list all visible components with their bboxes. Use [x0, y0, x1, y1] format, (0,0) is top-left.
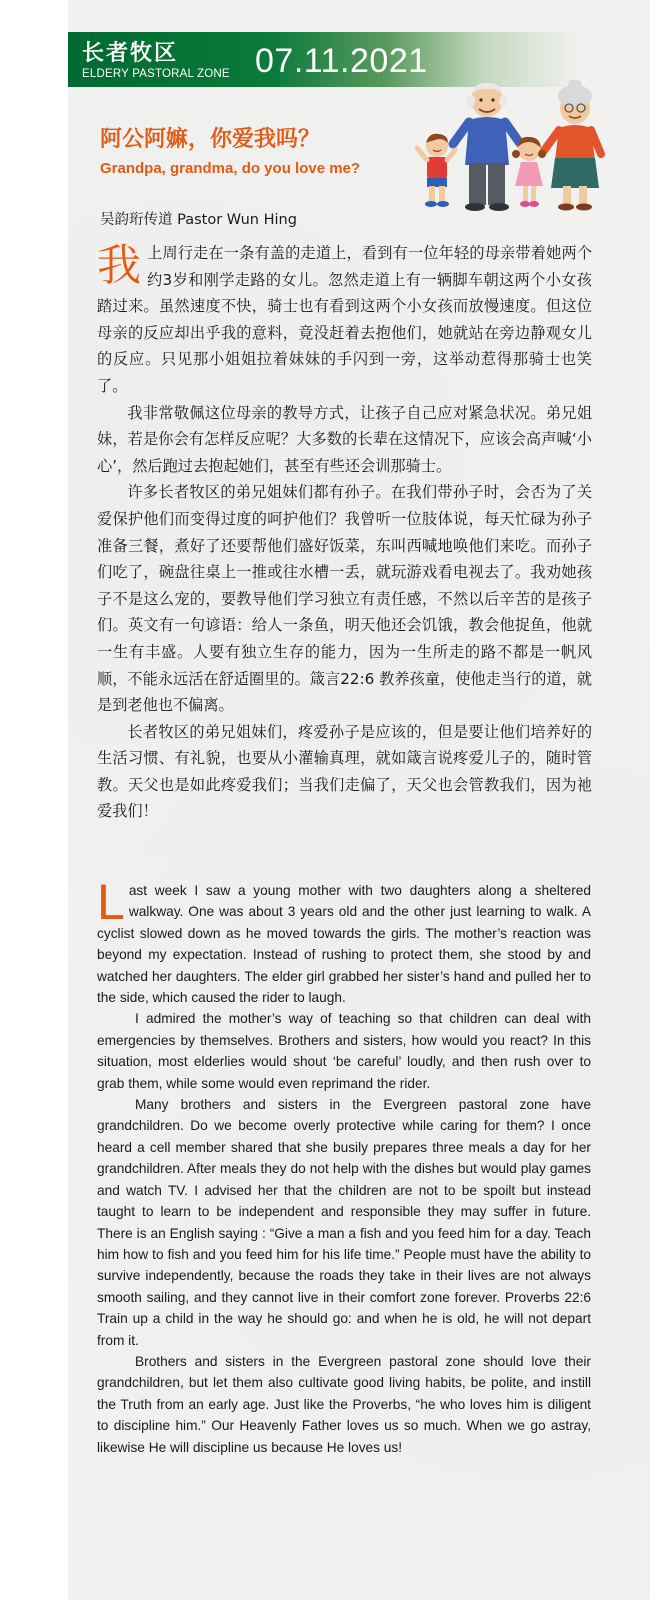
zone-title-en: ELDERY PASTORAL ZONE — [82, 68, 230, 80]
issue-date: 07.11.2021 — [255, 42, 428, 80]
cn-paragraph-2: 我非常敬佩这位母亲的教导方式，让孩子自己应对紧急状况。弟兄姐妹，若是你会有怎样反应呢？大多数的长辈在这情况下，应该会高声喊‘小心’，然后跑过去抱起她们，甚至有些还会训那骑士。 — [97, 403, 592, 475]
grandpa-figure — [453, 83, 519, 211]
cn-paragraph-1: 我上周行走在一条有盖的走道上，看到有一位年轻的母亲带着她两个约3岁和刚学走路的女儿。忽然走道上有一辆脚车朝这两个小女孩踏过来。虽然速度不快，骑士也有看到这两个小女孩而放慢速度。但这位母亲的反应却出乎我的意料，竟没赶着去抱他们，她就站在旁边静观女儿的反应。只见那小姐姐拉着妹妹的手闪到一旁，这举动惹得那骑士也笑了。 — [97, 240, 592, 395]
en-paragraph-2: I admired the mother’s way of teaching so that children can deal with emergencies by themselves. Brothers and sisters, how would you react? In this situation, most elderlies would shout ‘be careful’ loudly, and then rush over to grab them, while some would even reprimand the rider. — [97, 1011, 591, 1091]
en-paragraph-4: Brothers and sisters in the Evergreen pastoral zone should love their grandchildren, but let them also cultivate good living habits, be polite, and instill the Truth from an early age. Just like the Proverbs, “he who loves him is diligent to discipline him.” Our Heavenly Father loves us so much. When we go astray, likewise He will discipline us because He loves us! — [97, 1353, 591, 1455]
cn-dropcap: 我 — [97, 240, 141, 291]
cn-paragraph-4: 长者牧区的弟兄姐妹们，疼爱孙子是应该的，但是要让他们培养好的生活习惯、有礼貌，也要从小灌输真理，就如箴言说疼爱儿子的，随时管教。天父也是如此疼爱我们；当我们走偏了，天父也会管教我们，因为祂爱我们！ — [97, 722, 592, 821]
cn-paragraph-3: 许多长者牧区的弟兄姐妹们都有孙子。在我们带孙子时，会否为了关爱保护他们而变得过度的呵护他们？我曾听一位肢体说，每天忙碌为孙子准备三餐，煮好了还要帮他们盛好饭菜，东叫西喊地唤他们来吃。而孙子们吃了，碗盘往桌上一推或往水槽一丢，就玩游戏看电视去了。我劝她孩子不是这么宠的，要教导他们学习独立有责任感，不然以后辛苦的是孩子们。英文有一句谚语：给人一条鱼，明天他还会饥饿，教会他捉鱼，他就一生有丰盛。人要有独立生存的能力，因为一生所走的路不都是一帆风顺，不能永远活在舒适圈里的。箴言22:6 教养孩童，使他走当行的道，就是到老他也不偏离。 — [97, 483, 592, 715]
article-body-cn — [97, 240, 592, 825]
en-paragraph-3: Many brothers and sisters in the Evergreen pastoral zone have grandchildren. Do we become overly protective while caring for them? I once heard a cell member shared that she busily prepares three meals a day for her grandchildren. After meals they do not help with the dishes but would play games and watch TV. I advised her that the children are not to be spoilt but instead taught to learn to be independent and responsible they may suffer in future. There is an English saying : “Give a man a fish and you feed him for a day. Teach him how to fish and you feed him for his life time.” People must have the ability to survive independently, because the roads they take in their lives are not always smooth sailing, and they cannot live in their comfort zone forever. Proverbs 22:6 Train up a child in the way he should go: and when he is old, he will not depart from it. — [97, 1097, 591, 1348]
zone-title-cn: 长者牧区 — [82, 41, 179, 66]
girl-figure — [512, 137, 546, 207]
en-dropcap: L — [97, 874, 125, 930]
article-title-cn: 阿公阿嫲，你爱我吗？ — [100, 127, 321, 152]
article-body-en — [97, 874, 591, 1458]
article-author: 吴韵珩传道 Pastor Wun Hing — [100, 212, 297, 228]
article-title-en: Grandpa, grandma, do you love me? — [100, 160, 361, 177]
grandma-figure — [543, 80, 601, 211]
grandparents-with-children-illustration — [415, 80, 615, 215]
en-paragraph-1: Last week I saw a young mother with two daughters along a sheltered walkway. One was about 3 years old and the other just learning to walk. A cyclist slowed down as he moved towards the girls. The mother’s reaction was beyond my expectation. Instead of rushing to protect them, she stood by and watched her daughters. The elder girl grabbed her sister’s hand and pulled her to the side, which caused the rider to laugh. — [97, 874, 591, 1006]
